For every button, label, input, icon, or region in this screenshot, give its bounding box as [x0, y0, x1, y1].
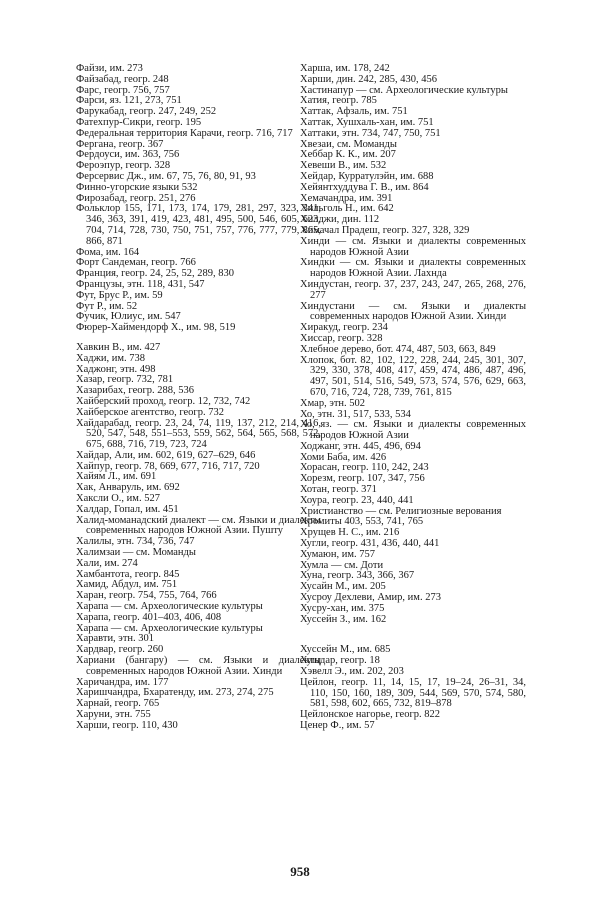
index-entry: Хайдар, Али, им. 602, 619, 627–629, 646 — [76, 449, 256, 461]
index-entry: Файзабад, геогр. 248 — [76, 73, 169, 85]
index-entry: Хо, этн. 31, 517, 533, 534 — [300, 408, 411, 420]
index-entry: Фарси, яз. 121, 273, 751 — [76, 95, 182, 107]
index-entry: Хиндустан, геогр. 37, 237, 243, 247, 265, 268, 276, 277 — [300, 278, 526, 301]
index-entry: Хазарибах, геогр. 288, 536 — [76, 385, 195, 397]
index-entry: Харапа — см. Археологические культуры — [76, 601, 263, 613]
index-entry: Фома, им. 164 — [76, 246, 140, 258]
index-entry: Хоура, геогр. 23, 440, 441 — [300, 494, 414, 506]
page-number: 958 — [290, 864, 310, 879]
index-entry: Харша, им. 178, 242 — [300, 63, 390, 74]
index-entry: Халдар, Гопал, им. 451 — [76, 503, 179, 515]
index-entry: Франция, геогр. 24, 25, 52, 289, 830 — [76, 268, 235, 280]
index-entry: Хусайн М., им. 205 — [300, 581, 386, 593]
index-entry: Ходжанг, этн. 445, 496, 694 — [300, 440, 421, 452]
index-entry: Харан, геогр. 754, 755, 764, 766 — [76, 590, 217, 602]
index-entry: Хлопок, бот. 82, 102, 122, 228, 244, 245, 301, 307, 329, 330, 378, 408, 417, 459, 474, 486, 487, 496, 497, 501, 514, 516, 549, 573, 574, 576, 629, 663, 670, 716, 724, 728, 739, 761, 815 — [300, 354, 526, 398]
index-entry: Хорасан, геогр. 110, 242, 243 — [300, 462, 429, 474]
index-entry: Хиндустани — см. Языки и диалекты современных народов Южной Азии. Хинди — [300, 300, 526, 323]
index-entry: Хамбантота, геогр. 845 — [76, 568, 180, 580]
index-entry: Хо, яз. — см. Языки и диалекты современных народов Южной Азии — [300, 419, 526, 442]
index-entry: Харапа, геогр. 401–403, 406, 408 — [76, 611, 222, 623]
index-entry: Хлебное дерево, бот. 474, 487, 503, 663, 849 — [300, 343, 496, 355]
index-entry: Цейлонское нагорье, геогр. 822 — [300, 709, 441, 721]
index-entry: Хмар, этн. 502 — [300, 397, 366, 409]
index-entry: Хугли, геогр. 431, 436, 440, 441 — [300, 538, 440, 550]
index-entry: Хуна, геогр. 343, 366, 367 — [300, 570, 415, 582]
index-entry: Хилджи, дин. 112 — [300, 214, 380, 226]
index-entry: Фольклор 155, 171, 173, 174, 179, 281, 297, 323, 341, 346, 363, 391, 419, 423, 481, 495, 500, 546, 605, 623, 704, 714, 728, 730, 750, 751, 757, 776, 777, 779, 865, 866, 871 — [76, 203, 321, 247]
index-entry: Хаксли О., им. 527 — [76, 493, 160, 505]
index-entry: Фердоуси, им. 363, 756 — [76, 149, 180, 161]
index-entry: Хаттаки, этн. 734, 747, 750, 751 — [300, 127, 441, 139]
index-entry: Хавкин В., им. 427 — [76, 341, 161, 353]
index-entry: Фюрер-Хаймендорф Х., им. 98, 519 — [76, 322, 236, 334]
index-entry: Форт Сандеман, геогр. 766 — [76, 257, 196, 269]
index-entry: Халид-моманадский диалект — см. Языки и диалекты современных народов Южной Азии. Пушту — [76, 514, 321, 537]
index-entry: Хали, им. 274 — [76, 557, 138, 569]
index-entry: Химачал Прадеш, геогр. 327, 328, 329 — [300, 224, 470, 236]
index-entry: Хак, Анваруль, им. 692 — [76, 482, 180, 494]
index-entry: Харапа — см. Археологические культуры — [76, 622, 263, 634]
index-entry: Фарукабад, геогр. 247, 249, 252 — [76, 106, 217, 118]
index-entry: Хамид, Абдул, им. 751 — [76, 579, 178, 591]
index-entry: Хоми Баба, им. 426 — [300, 451, 387, 463]
index-entry: Хаджи, им. 738 — [76, 352, 145, 364]
index-entry: Харавти, этн. 301 — [76, 633, 155, 645]
index-entry: Хвезаи, см. Моманды — [300, 138, 397, 150]
index-entry: Хастинапур — см. Археологические культуры — [300, 84, 508, 96]
index-entry: Хусру-хан, им. 375 — [300, 602, 385, 614]
index-entry: Хатия, геогр. 785 — [300, 95, 377, 107]
index-entry: Хуссейн З., им. 162 — [300, 613, 387, 625]
index-entry: Хусроу Дехлеви, Амир, им. 273 — [300, 592, 441, 604]
index-entry: Халимзаи — см. Моманды — [76, 547, 196, 559]
index-entry: Харишчандра, Бхаратенду, им. 273, 274, 275 — [76, 687, 274, 699]
index-entry: Хевеши В., им. 532 — [300, 160, 387, 172]
index-entry: Халилы, этн. 734, 736, 747 — [76, 536, 195, 548]
index-entry: Харши, дин. 242, 285, 430, 456 — [300, 73, 438, 85]
index-entry: Хейянтхуддува Г. В., им. 864 — [300, 181, 429, 193]
index-entry: Хромиты 403, 553, 741, 765 — [300, 516, 424, 528]
index-entry: Хущдар, геогр. 18 — [300, 655, 380, 667]
index-entry: Хайпур, геогр. 78, 669, 677, 716, 717, 720 — [76, 460, 260, 472]
index-entry: Хардвар, геогр. 260 — [76, 644, 164, 656]
index-entry: Ферсервис Дж., им. 67, 75, 76, 80, 91, 93 — [76, 170, 256, 182]
index-entry: Христианство — см. Религиозные верования — [300, 505, 502, 517]
index-entry: Хейдар, Курратулэйн, им. 688 — [300, 170, 434, 182]
index-entry: Фут Р., им. 52 — [76, 300, 138, 312]
index-entry: Хайям Л., им. 691 — [76, 471, 157, 483]
index-entry: Хайдарабад, геогр. 23, 24, 74, 119, 137, 212, 214, 416, 520, 547, 548, 551–553, 559, 562, 564, 565, 568, 572, 675, 688, 716, 719, 723, 724 — [76, 417, 321, 451]
index-entry: Хотан, геогр. 371 — [300, 484, 377, 496]
index-entry: Файзи, им. 273 — [76, 63, 143, 74]
index-entry: Харуни, этн. 755 — [76, 709, 151, 721]
index-entry: Хиндки — см. Языки и диалекты современных народов Южной Азии. Лахнда — [300, 257, 526, 280]
index-entry: Хильголь Н., им. 642 — [300, 203, 394, 215]
index-entry: Фирозабад, геогр. 251, 276 — [76, 192, 196, 204]
index-entry: Харичандра, им. 177 — [76, 676, 169, 688]
index-entry: Фергана, геогр. 367 — [76, 138, 164, 150]
index-entry: Харши, геогр. 110, 430 — [76, 719, 178, 731]
index-entry: Фучик, Юлиус, им. 547 — [76, 311, 181, 323]
index-entry: Французы, этн. 118, 431, 547 — [76, 278, 205, 290]
index-entry: Федеральная территория Карачи, геогр. 716, 717 — [76, 127, 293, 139]
index-entry: Хорезм, геогр. 107, 347, 756 — [300, 473, 425, 485]
index-entry: Фероэпур, геогр. 328 — [76, 160, 171, 172]
index-entry: Хиссар, геогр. 328 — [300, 332, 383, 344]
index-entry: Хрущев Н. С., им. 216 — [300, 527, 400, 539]
index-entry: Ценер Ф., им. 57 — [300, 720, 375, 732]
index-entry: Харнай, геогр. 765 — [76, 698, 160, 710]
index-entry: Хаттак, Хушхаль-хан, им. 751 — [300, 116, 434, 128]
index-entry: Хинди — см. Языки и диалекты современных народов Южной Азии — [300, 235, 526, 258]
index-entry: Фарс, геогр. 756, 757 — [76, 84, 170, 96]
index-entry: Финно-угорские языки 532 — [76, 181, 198, 193]
index-entry: Хумла — см. Доти — [300, 559, 384, 571]
index-entry: Хэвелл Э., им. 202, 203 — [300, 666, 404, 678]
index-entry: Хайберский проход, геогр. 12, 732, 742 — [76, 395, 251, 407]
index-column-left — [76, 64, 321, 732]
index-entry: Хайберское агентство, геогр. 732 — [76, 406, 224, 418]
index-entry: Хемачандра, им. 391 — [300, 192, 393, 204]
index-column-right — [300, 64, 526, 732]
index-entry: Хариани (бангару) — см. Языки и диалекты современных народов Южной Азии. Хинди — [76, 655, 321, 677]
index-entry: Хуссейн М., им. 685 — [300, 644, 391, 656]
index-entry: Хазар, геогр. 732, 781 — [76, 374, 174, 386]
index-entry: Хаттак, Афзаль, им. 751 — [300, 106, 408, 118]
index-entry: Хаджонг, этн. 498 — [76, 363, 156, 375]
index-entry: Хиракуд, геогр. 234 — [300, 322, 388, 334]
index-entry: Хумаюн, им. 757 — [300, 548, 375, 560]
index-entry: Хеббар К. К., им. 207 — [300, 149, 396, 161]
index-entry: Фатехпур-Сикри, геогр. 195 — [76, 116, 202, 128]
index-entry: Фут, Брус Р., им. 59 — [76, 289, 163, 301]
index-entry: Цейлон, геогр. 11, 14, 15, 17, 19–24, 26–31, 34, 110, 150, 160, 189, 309, 544, 569, 570, 574, 580, 581, 598, 602, 665, 732, 819–878 — [300, 676, 526, 710]
